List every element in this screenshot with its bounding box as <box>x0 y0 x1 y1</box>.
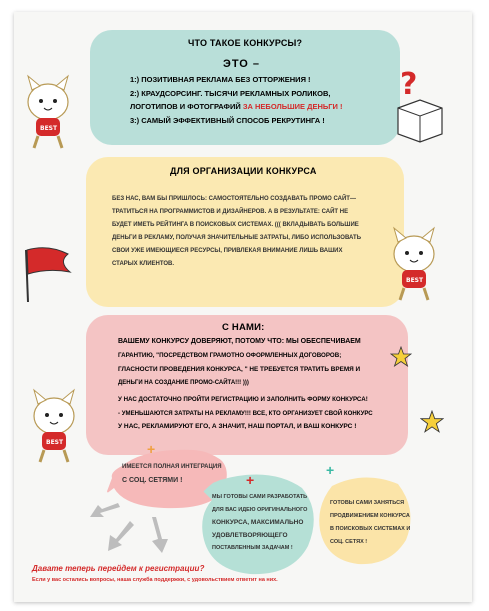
star-icon <box>390 346 412 368</box>
mascot-cat-icon <box>24 388 86 466</box>
star-icon <box>420 410 444 434</box>
section2-title: ДЛЯ ОРГАНИЗАЦИИ КОНКУРСА <box>170 166 317 176</box>
arrows-icon <box>82 495 192 565</box>
organization-card <box>86 157 404 307</box>
section1-heading: ЭТО – <box>223 58 261 70</box>
plus-icon: + <box>246 472 255 488</box>
question-box-icon <box>392 64 448 144</box>
section1-line3: ЛОГОТИПОВ И ФОТОГРАФИЙ ЗА НЕБОЛЬШИЕ ДЕНЬГИ ! <box>130 102 343 111</box>
bubble-social-line1: ИМЕЕТСЯ ПОЛНАЯ ИНТЕГРАЦИЯ <box>122 464 222 470</box>
svg-text:?: ? <box>400 67 418 102</box>
section1-line2: 2:) КРАУДСОРСИНГ. ТЫСЯЧИ РЕКЛАМНЫХ РОЛИКОВ, <box>130 89 331 98</box>
svg-text:BEST: BEST <box>406 277 424 284</box>
section3-title: С НАМИ: <box>222 322 265 333</box>
section1-line4: 3:) САМЫЙ ЭФФЕКТИВНЫЙ СПОСОБ РЕКРУТИНГА ! <box>130 116 325 125</box>
mascot-cat-icon <box>384 226 446 302</box>
bubble-social-line2: С СОЦ. СЕТЯМИ ! <box>122 477 183 484</box>
mascot-shirt-label: BEST <box>40 125 58 132</box>
flag-icon <box>18 242 80 304</box>
section1-line1: 1:) ПОЗИТИВНАЯ РЕКЛАМА БЕЗ ОТТОРЖЕНИЯ ! <box>130 75 311 84</box>
plus-icon: + <box>147 441 156 457</box>
support-note: Если у вас остались вопросы, наша служба поддержки, с удовольствием ответит на них. <box>32 577 278 583</box>
plus-icon: + <box>326 462 335 478</box>
registration-cta-link[interactable]: Давате теперь перейдем к регистрации? <box>32 564 205 573</box>
bubble-promotion <box>314 470 414 570</box>
mascot-cat-icon <box>18 74 80 150</box>
section1-title: ЧТО ТАКОЕ КОНКУРСЫ? <box>188 38 303 48</box>
svg-text:BEST: BEST <box>46 439 64 446</box>
